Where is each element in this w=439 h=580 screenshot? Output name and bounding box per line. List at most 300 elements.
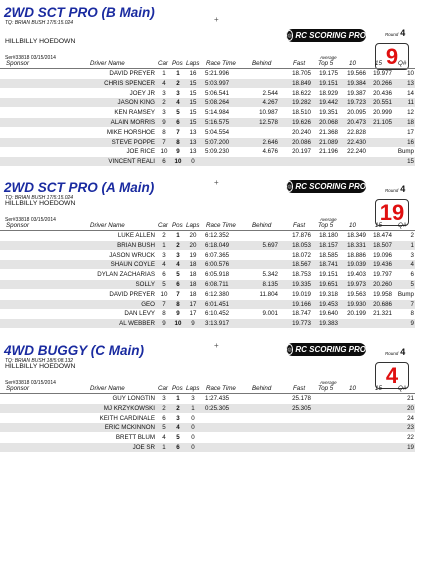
cell-pos: 6 [176, 444, 180, 451]
cell-top5: 19.175 [319, 70, 338, 77]
cell-name: MIKE HORSHOE [106, 128, 155, 136]
cell-pos: 6 [176, 119, 180, 126]
cell-time: 6:12.380 [205, 290, 230, 298]
col-header-behind: Behind [252, 60, 272, 67]
cell-fast: 19.335 [292, 281, 311, 288]
track-name: HILLBILLY HOEDOWN [5, 38, 76, 45]
cell-car: 6 [162, 414, 166, 422]
col-header-laps: Laps [186, 222, 200, 229]
round-label: Round [385, 188, 399, 193]
cell-name: ALAIN MORRIS [110, 119, 155, 126]
cell-fast: 18.510 [292, 109, 311, 117]
cell-top5: 18.585 [319, 251, 338, 259]
cell-top5: 18.741 [319, 261, 338, 269]
cell-time: 5:08.264 [205, 99, 230, 107]
cell-laps: 16 [189, 70, 197, 77]
logo-text: RC SCORING PRO [295, 182, 366, 191]
cell-q: 1 [410, 241, 414, 249]
col-header-time: Race Time [206, 222, 236, 229]
table-row [0, 319, 415, 328]
cell-c15: 20.551 [373, 99, 392, 107]
cell-time: 1:27.435 [205, 395, 230, 402]
cell-c15: 21.321 [373, 310, 392, 318]
cell-car: 9 [162, 320, 166, 328]
table-row [0, 118, 415, 127]
col-header-car: Car [158, 385, 168, 392]
cell-pos: 6 [176, 281, 180, 288]
cell-c10: 18.886 [347, 251, 366, 259]
cell-fast: 18.053 [292, 241, 311, 249]
cell-car: 10 [160, 290, 168, 298]
heat-number-badge: 9 [375, 43, 409, 70]
round-label: Round [385, 351, 399, 356]
col-header-top5: Top 5 [318, 222, 334, 229]
cell-top5: 18.180 [319, 232, 338, 239]
cell-laps: 13 [189, 138, 197, 146]
cell-behind: 12.578 [259, 119, 278, 126]
cell-car: 6 [162, 158, 166, 166]
heat-number-badge: 4 [375, 362, 409, 389]
cell-car: 3 [162, 251, 166, 259]
crosshair-mark: + [214, 178, 219, 187]
cell-c15: 18.507 [373, 241, 392, 249]
race-title: 2WD SCT PRO (B Main) [4, 5, 155, 20]
cell-pos: 3 [176, 89, 180, 97]
col-header-q: Q# [398, 60, 407, 67]
cell-q: 3 [410, 251, 414, 259]
cell-c10: 20.199 [347, 310, 366, 318]
col-header-car: Car [158, 60, 168, 67]
cell-laps: 15 [189, 99, 197, 107]
cell-time: 5:04.554 [205, 128, 230, 136]
cell-fast: 19.019 [292, 290, 311, 298]
cell-q: 7 [410, 300, 414, 308]
cell-pos: 1 [176, 70, 180, 77]
table-row [0, 394, 415, 403]
cell-fast: 19.773 [292, 320, 311, 328]
cell-q: 14 [407, 89, 414, 97]
cell-name: GUY LONGTIN [112, 395, 155, 402]
cell-name: GEO [141, 300, 155, 308]
table-row [0, 157, 415, 166]
cell-top5: 19.453 [319, 300, 338, 308]
cell-top5: 19.351 [319, 109, 338, 117]
cell-name: CHRIS SPENCER [104, 79, 155, 87]
cell-time: 5:21.996 [205, 70, 230, 77]
cell-time: 6:00.576 [205, 261, 230, 269]
cell-behind: 2.544 [262, 89, 278, 97]
cell-laps: 17 [189, 310, 197, 318]
cell-c15: 21.105 [373, 119, 392, 126]
serial-date: Ser#33818 03/15/2014 [5, 217, 56, 223]
col-header-c15: 15 [375, 60, 382, 67]
cell-pos: 4 [176, 424, 180, 432]
cell-fast: 19.166 [292, 300, 311, 308]
tq-line: TQ: BRIAN BUSH 17/5:15.024 [5, 20, 74, 26]
cell-car: 2 [162, 99, 166, 107]
cell-name: LUKE ALLEN [117, 232, 155, 239]
col-header-behind: Behind [252, 385, 272, 392]
cell-laps: 9 [191, 320, 195, 328]
cell-q: 11 [407, 99, 414, 107]
column-header-row [0, 217, 415, 231]
cell-c15: 20.260 [373, 281, 392, 288]
round-number: 4 [400, 28, 406, 38]
col-header-average: Average [320, 217, 337, 222]
cell-pos: 9 [176, 310, 180, 318]
col-header-c10: 10 [349, 385, 356, 392]
round-indicator [385, 342, 405, 360]
cell-c10: 20.095 [347, 109, 366, 117]
track-name: HILLBILLY HOEDOWN [5, 200, 76, 207]
cell-laps: 0 [191, 424, 195, 432]
cell-pos: 9 [176, 148, 180, 156]
col-header-time: Race Time [206, 60, 236, 67]
cell-top5: 19.151 [319, 79, 338, 87]
cell-c15: 19.958 [373, 290, 392, 298]
table-row [0, 443, 415, 452]
cell-car: 4 [162, 79, 166, 87]
cell-laps: 13 [189, 148, 197, 156]
cell-fast: 17.876 [292, 232, 311, 239]
cell-c10: 19.387 [347, 89, 366, 97]
cell-car: 9 [162, 119, 166, 126]
table-row [0, 98, 415, 107]
cell-c15: 19.436 [373, 261, 392, 269]
cell-time: 6:05.918 [205, 271, 230, 279]
tq-line: TQ: BRIAN BUSH 18/5:08.132 [5, 358, 74, 364]
table-row [0, 280, 415, 289]
table-row [0, 260, 415, 269]
cell-q: 18 [407, 119, 414, 126]
cell-q: 12 [407, 109, 414, 117]
cell-time: 6:10.452 [205, 310, 230, 318]
table-row [0, 290, 415, 299]
cell-pos: 3 [176, 251, 180, 259]
cell-q: 20 [407, 404, 414, 412]
cell-c10: 18.331 [347, 241, 366, 249]
cell-name: VINCENT REALI [108, 158, 155, 166]
table-row [0, 404, 415, 413]
cell-fast: 18.849 [292, 79, 311, 87]
cell-q: 10 [407, 70, 414, 77]
cell-name: DAVID PREYER [109, 290, 155, 298]
cell-top5: 21.089 [319, 138, 338, 146]
cell-q: 19 [407, 444, 414, 451]
cell-pos: 4 [176, 99, 180, 107]
cell-behind: 8.135 [262, 281, 278, 288]
cell-pos: 5 [176, 271, 180, 279]
cell-fast: 18.705 [292, 70, 311, 77]
cell-time: 5:07.200 [205, 138, 230, 146]
cell-time: 5:09.230 [205, 148, 230, 156]
cell-pos: 8 [176, 300, 180, 308]
cell-name: BRETT BLUM [115, 434, 155, 442]
cell-top5: 21.368 [319, 128, 338, 136]
cell-q: 8 [410, 310, 414, 318]
cell-pos: 2 [176, 404, 180, 412]
cell-laps: 3 [191, 395, 195, 402]
crosshair-mark: + [214, 341, 219, 350]
cell-c10: 22.430 [347, 138, 366, 146]
round-indicator [385, 179, 405, 197]
cell-name: DYLAN ZACHARIAS [97, 271, 155, 279]
round-number: 4 [400, 184, 406, 194]
col-header-c10: 10 [349, 222, 356, 229]
cell-name: JASON KING [117, 99, 155, 107]
cell-c10: 19.723 [347, 99, 366, 107]
cell-q: 6 [410, 271, 414, 279]
column-header-row [0, 55, 415, 69]
round-number: 4 [400, 347, 406, 357]
table-row [0, 231, 415, 240]
cell-fast: 20.197 [292, 148, 311, 156]
col-header-fast: Fast [293, 60, 306, 67]
logo-ring-icon: ◎ [286, 30, 293, 41]
col-header-pos: Pos [172, 385, 183, 392]
cell-name: SHAUN COYLE [110, 261, 155, 269]
cell-car: 4 [162, 434, 166, 442]
cell-c15: 19.797 [373, 271, 392, 279]
table-row [0, 108, 415, 117]
cell-c10: 18.349 [347, 232, 366, 239]
col-header-laps: Laps [186, 385, 200, 392]
cell-laps: 15 [189, 119, 197, 126]
cell-time: 6:07.365 [205, 251, 230, 259]
cell-q: 2 [410, 232, 414, 239]
cell-behind: 4.676 [262, 148, 278, 156]
cell-name: JASON WRUCK [109, 251, 155, 259]
cell-fast: 19.626 [292, 119, 311, 126]
cell-laps: 20 [189, 241, 197, 249]
cell-fast: 20.086 [292, 138, 311, 146]
cell-name: JOE RICE [126, 148, 155, 156]
cell-name: AL WEBBER [119, 320, 155, 328]
cell-q: 22 [407, 434, 414, 442]
logo-ring-icon: ◎ [286, 181, 293, 192]
cell-fast: 18.753 [292, 271, 311, 279]
col-header-q: Q# [398, 385, 407, 392]
cell-top5: 20.068 [319, 119, 338, 126]
race-section [0, 180, 439, 350]
cell-pos: 2 [176, 79, 180, 87]
cell-time: 6:08.711 [205, 281, 229, 288]
cell-name: KEN RAMSEY [114, 109, 155, 117]
cell-q: 17 [407, 128, 414, 136]
cell-laps: 19 [189, 251, 197, 259]
race-section [0, 343, 439, 513]
table-row [0, 309, 415, 318]
cell-pos: 5 [176, 434, 180, 442]
cell-car: 7 [162, 300, 166, 308]
cell-q: 13 [407, 79, 414, 87]
table-row [0, 414, 415, 423]
cell-laps: 0 [191, 434, 195, 442]
cell-car: 8 [162, 128, 166, 136]
table-row [0, 128, 415, 137]
cell-fast: 18.567 [292, 261, 311, 269]
col-header-q: Q# [398, 222, 407, 229]
table-row [0, 69, 415, 78]
cell-name: MJ KRZYKOWSKI [103, 404, 155, 412]
cell-c10: 19.563 [347, 290, 366, 298]
race-title: 2WD SCT PRO (A Main) [4, 180, 155, 195]
cell-c10: 19.384 [347, 79, 366, 87]
col-header-pos: Pos [172, 222, 183, 229]
cell-name: JOE SR [132, 444, 155, 451]
table-row [0, 300, 415, 309]
cell-q: 9 [410, 320, 414, 328]
col-header-sponsor: Sponsor [6, 385, 30, 392]
cell-laps: 0 [191, 414, 195, 422]
rc-scoring-pro-logo [286, 29, 366, 42]
cell-top5: 19.383 [319, 320, 338, 328]
cell-q: Bump [397, 290, 414, 298]
cell-top5: 19.442 [319, 99, 338, 107]
cell-time: 5:03.997 [205, 79, 230, 87]
cell-time: 0:25.305 [205, 404, 230, 412]
col-header-c15: 15 [375, 385, 382, 392]
cell-pos: 5 [176, 109, 180, 117]
cell-car: 4 [162, 261, 166, 269]
cell-top5: 19.640 [319, 310, 338, 318]
cell-laps: 20 [189, 232, 197, 239]
col-header-car: Car [158, 222, 168, 229]
cell-time: 6:18.049 [205, 241, 230, 249]
rc-scoring-pro-logo [286, 180, 366, 193]
col-header-laps: Laps [186, 60, 200, 67]
cell-c15: 18.474 [373, 232, 392, 239]
cell-fast: 25.178 [292, 395, 311, 402]
serial-date: Ser#33818 03/15/2014 [5, 55, 56, 61]
cell-c15: 20.999 [373, 109, 392, 117]
round-indicator [385, 23, 405, 41]
cell-q: 21 [407, 395, 414, 402]
table-row [0, 433, 415, 442]
cell-fast: 19.282 [292, 99, 311, 107]
cell-pos: 7 [176, 128, 180, 136]
cell-car: 2 [162, 404, 166, 412]
cell-q: 15 [407, 158, 414, 166]
cell-car: 1 [162, 444, 166, 451]
cell-q: 5 [410, 281, 414, 288]
cell-top5: 19.651 [319, 281, 338, 288]
cell-q: 16 [407, 138, 414, 146]
col-header-average: Average [320, 55, 337, 60]
cell-q: 24 [407, 414, 414, 422]
table-row [0, 251, 415, 260]
cell-fast: 18.072 [292, 251, 311, 259]
cell-c10: 20.473 [347, 119, 366, 126]
cell-name: SOLLY [135, 281, 155, 288]
cell-top5: 19.318 [319, 290, 338, 298]
cell-behind: 9.001 [262, 310, 278, 318]
cell-name: ERIC MCKINNON [104, 424, 155, 432]
cell-c10: 22.240 [347, 148, 366, 156]
cell-c10: 22.828 [347, 128, 366, 136]
cell-car: 3 [162, 109, 166, 117]
cell-time: 5:06.541 [205, 89, 230, 97]
logo-text: RC SCORING PRO [295, 31, 366, 40]
cell-name: BRIAN BUSH [117, 241, 155, 249]
cell-car: 1 [162, 70, 166, 77]
cell-laps: 13 [189, 128, 197, 136]
cell-c15: 19.977 [373, 70, 392, 77]
cell-car: 3 [162, 89, 166, 97]
heat-number-badge: 19 [375, 199, 409, 226]
col-header-behind: Behind [252, 222, 272, 229]
cell-behind: 2.646 [262, 138, 278, 146]
cell-fast: 18.622 [292, 89, 311, 97]
cell-c10: 19.403 [347, 271, 366, 279]
cell-laps: 17 [189, 300, 197, 308]
cell-pos: 7 [176, 290, 180, 298]
cell-pos: 1 [176, 395, 180, 402]
cell-car: 2 [162, 232, 166, 239]
cell-behind: 10.987 [259, 109, 278, 117]
track-name: HILLBILLY HOEDOWN [5, 363, 76, 370]
cell-car: 7 [162, 138, 166, 146]
cell-name: STEVE POPPE [111, 138, 155, 146]
table-row [0, 79, 415, 88]
cell-time: 5:16.575 [205, 119, 230, 126]
col-header-sponsor: Sponsor [6, 222, 30, 229]
rc-scoring-pro-logo [286, 343, 366, 356]
cell-pos: 8 [176, 138, 180, 146]
cell-laps: 1 [191, 404, 195, 412]
cell-laps: 15 [189, 109, 197, 117]
cell-behind: 5.697 [262, 241, 278, 249]
col-header-top5: Top 5 [318, 385, 334, 392]
cell-fast: 25.305 [292, 404, 311, 412]
cell-c10: 19.973 [347, 281, 366, 288]
cell-top5: 19.151 [319, 271, 338, 279]
col-header-c10: 10 [349, 60, 356, 67]
cell-c10: 19.930 [347, 300, 366, 308]
cell-laps: 15 [189, 89, 197, 97]
cell-name: DAVID PREYER [109, 70, 155, 77]
cell-time: 3:13.917 [205, 320, 230, 328]
cell-pos: 1 [176, 232, 180, 239]
cell-car: 5 [162, 424, 166, 432]
table-row [0, 423, 415, 432]
cell-c15: 20.266 [373, 79, 392, 87]
col-header-fast: Fast [293, 222, 306, 229]
table-row [0, 138, 415, 147]
cell-q: 23 [407, 424, 414, 432]
cell-top5: 18.157 [319, 241, 338, 249]
cell-fast: 20.240 [292, 128, 311, 136]
logo-ring-icon: ◎ [286, 344, 293, 355]
cell-behind: 11.804 [259, 290, 278, 298]
cell-fast: 18.747 [292, 310, 311, 318]
cell-car: 8 [162, 310, 166, 318]
col-header-time: Race Time [206, 385, 236, 392]
cell-laps: 0 [191, 158, 195, 166]
cell-c10: 19.566 [347, 70, 366, 77]
cell-q: 4 [410, 261, 414, 269]
col-header-c15: 15 [375, 222, 382, 229]
col-header-sponsor: Sponsor [6, 60, 30, 67]
cell-time: 6:12.352 [205, 232, 230, 239]
col-header-average: Average [320, 380, 337, 385]
cell-q: Bump [397, 148, 414, 156]
cell-pos: 10 [174, 158, 182, 166]
round-label: Round [385, 32, 399, 37]
cell-laps: 18 [189, 290, 197, 298]
cell-behind: 4.267 [262, 99, 278, 107]
col-header-fast: Fast [293, 385, 306, 392]
